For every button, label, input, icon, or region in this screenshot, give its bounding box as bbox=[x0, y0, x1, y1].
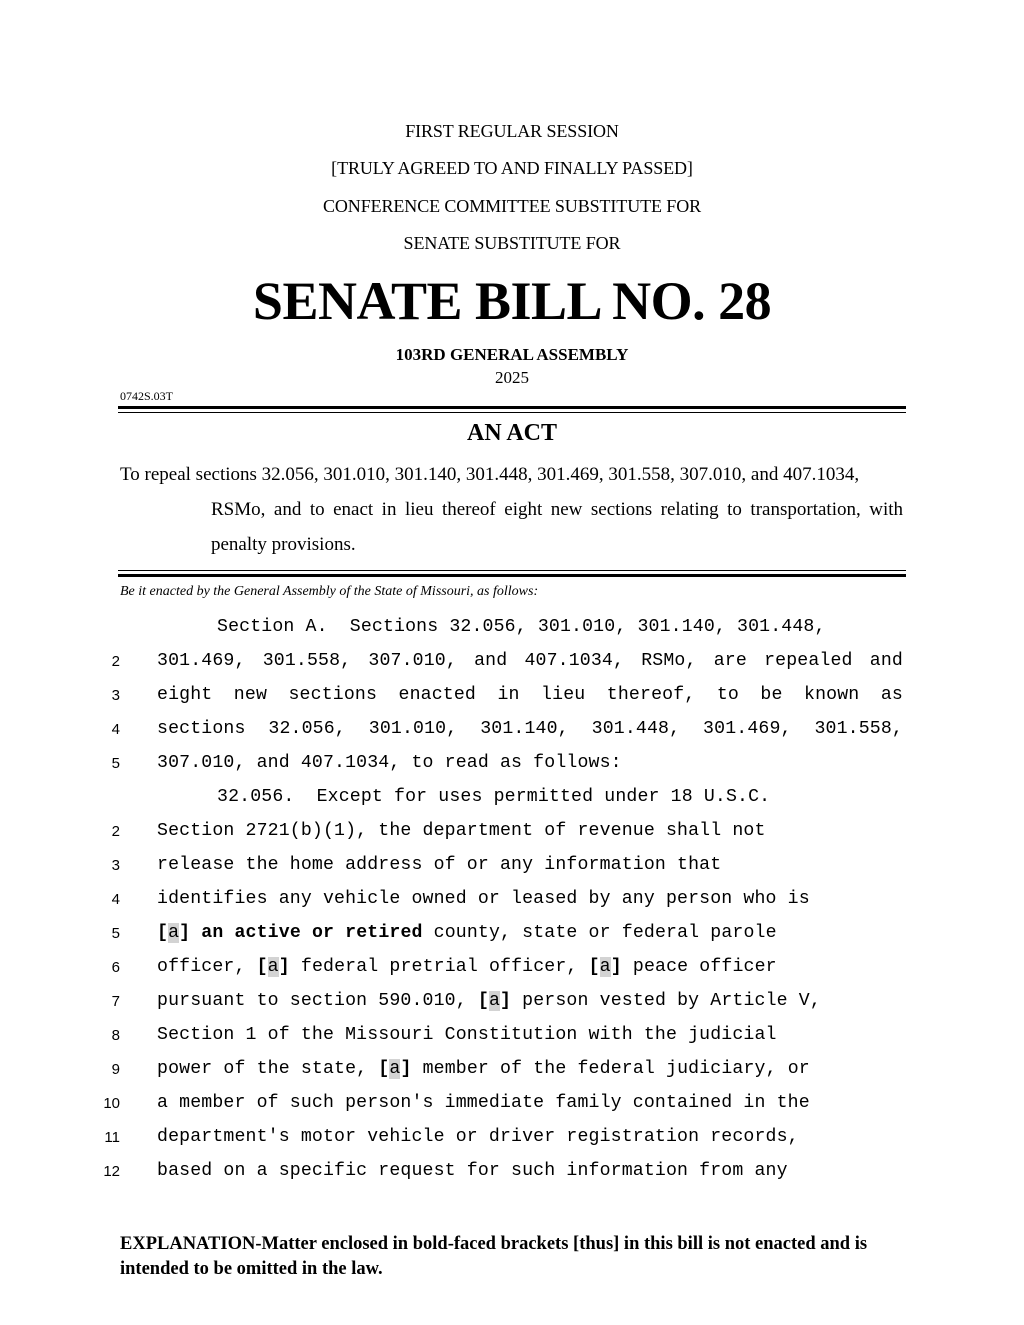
line-text: peace officer bbox=[621, 957, 777, 977]
deleted-text: a bbox=[599, 957, 611, 977]
line-number: 10 bbox=[103, 1095, 120, 1112]
section-32056-line-4: identifies any vehicle owned or leased by any person who is bbox=[157, 889, 810, 909]
general-assembly: 103RD GENERAL ASSEMBLY bbox=[395, 345, 629, 364]
section-32056-line-5 bbox=[157, 923, 777, 943]
bill-code: 0742S.03T bbox=[120, 389, 174, 403]
section-32056-line-11: department's motor vehicle or driver registration records, bbox=[157, 1127, 799, 1147]
section-a-line-3: eight new sections enacted in lieu thereof, to be known as bbox=[157, 685, 903, 705]
line-text: federal pretrial officer, bbox=[289, 957, 589, 977]
substitute-line-1: CONFERENCE COMMITTEE SUBSTITUTE FOR bbox=[322, 196, 702, 216]
line-number: 3 bbox=[111, 687, 120, 704]
act-title-line-3: penalty provisions. bbox=[211, 534, 356, 555]
line-number: 5 bbox=[111, 925, 120, 942]
session-line: FIRST REGULAR SESSION bbox=[405, 121, 619, 141]
line-text: member of the federal judiciary, or bbox=[411, 1059, 810, 1079]
section-a-line-5: 307.010, and 407.1034, to read as follows: bbox=[157, 753, 622, 773]
bracket-open: [ bbox=[477, 991, 489, 1011]
section-32056-line-3: release the home address of or any information that bbox=[157, 855, 722, 875]
section-32056-line-8: Section 1 of the Missouri Constitution with the judicial bbox=[157, 1025, 777, 1045]
line-number: 7 bbox=[111, 993, 120, 1010]
deleted-text: a bbox=[168, 923, 180, 943]
bracket-close: ] bbox=[400, 1059, 412, 1079]
passage-status-line: [TRULY AGREED TO AND FINALLY PASSED] bbox=[331, 158, 693, 178]
bill-title: SENATE BILL NO. 28 bbox=[252, 271, 772, 331]
bracket-close: ] bbox=[179, 923, 191, 943]
line-number: 2 bbox=[111, 823, 120, 840]
section-32056-line-10: a member of such person's immediate family contained in the bbox=[157, 1093, 810, 1113]
line-number: 5 bbox=[111, 755, 120, 772]
bracket-close: ] bbox=[278, 957, 290, 977]
deleted-text: a bbox=[267, 957, 279, 977]
section-a-line-4: sections 32.056, 301.010, 301.140, 301.448, 301.469, 301.558, bbox=[157, 719, 903, 739]
line-number: 11 bbox=[104, 1129, 120, 1146]
header-rule-thin bbox=[118, 412, 906, 413]
section-32056-line-6 bbox=[157, 957, 777, 977]
section-32056-line-12: based on a specific request for such information from any bbox=[157, 1161, 788, 1181]
section-a-line-1: Section A. Sections 32.056, 301.010, 301.140, 301.448, bbox=[217, 617, 826, 637]
deleted-text: a bbox=[389, 1059, 401, 1079]
act-heading: AN ACT bbox=[466, 420, 557, 446]
line-number: 8 bbox=[111, 1027, 120, 1044]
act-title-line-2: RSMo, and to enact in lieu thereof eight new sections relating to transportation, with bbox=[211, 499, 903, 520]
section-32056-line-9 bbox=[157, 1059, 810, 1079]
bracket-open: [ bbox=[157, 923, 169, 943]
line-number: 4 bbox=[111, 891, 120, 908]
section-32056-line-2: Section 2721(b)(1), the department of revenue shall not bbox=[157, 821, 766, 841]
line-number: 3 bbox=[111, 857, 120, 874]
line-text: pursuant to section 590.010, bbox=[157, 991, 478, 1011]
section-a-line-2: 301.469, 301.558, 307.010, and 407.1034, RSMo, are repealed and bbox=[157, 651, 903, 671]
bracket-close: ] bbox=[610, 957, 622, 977]
enacting-clause: Be it enacted by the General Assembly of the State of Missouri, as follows: bbox=[120, 584, 539, 599]
line-number: 6 bbox=[111, 959, 120, 976]
inserted-text: an active or retired bbox=[190, 923, 423, 943]
substitute-line-2: SENATE SUBSTITUTE FOR bbox=[403, 233, 621, 253]
bracket-open: [ bbox=[256, 957, 268, 977]
deleted-text: a bbox=[488, 991, 501, 1011]
line-text: power of the state, bbox=[157, 1059, 379, 1079]
act-rule-thin bbox=[118, 570, 906, 571]
session-year: 2025 bbox=[495, 368, 529, 387]
line-text: person vested by Article V, bbox=[511, 991, 821, 1011]
act-title-line-1: To repeal sections 32.056, 301.010, 301.140, 301.448, 301.469, 301.558, 307.010, and 407.1034, bbox=[120, 464, 860, 485]
bracket-open: [ bbox=[588, 957, 600, 977]
bracket-close: ] bbox=[500, 991, 512, 1011]
line-number: 2 bbox=[111, 653, 120, 670]
act-rule-thick bbox=[118, 574, 906, 577]
section-32056-line-7 bbox=[157, 991, 821, 1011]
bracket-open: [ bbox=[378, 1059, 390, 1079]
line-number: 4 bbox=[111, 721, 120, 738]
line-text: officer, bbox=[157, 957, 257, 977]
line-number: 12 bbox=[103, 1163, 120, 1180]
header-rule-thick bbox=[118, 406, 906, 409]
line-number: 9 bbox=[111, 1061, 120, 1078]
line-text: county, state or federal parole bbox=[422, 923, 777, 943]
section-32056-line-1: 32.056. Except for uses permitted under 18 U.S.C. bbox=[217, 787, 771, 807]
explanation-footnote: EXPLANATION-Matter enclosed in bold-faced brackets [thus] in this bill is not enacted and is intended to be omitted in the law. bbox=[120, 1234, 868, 1279]
